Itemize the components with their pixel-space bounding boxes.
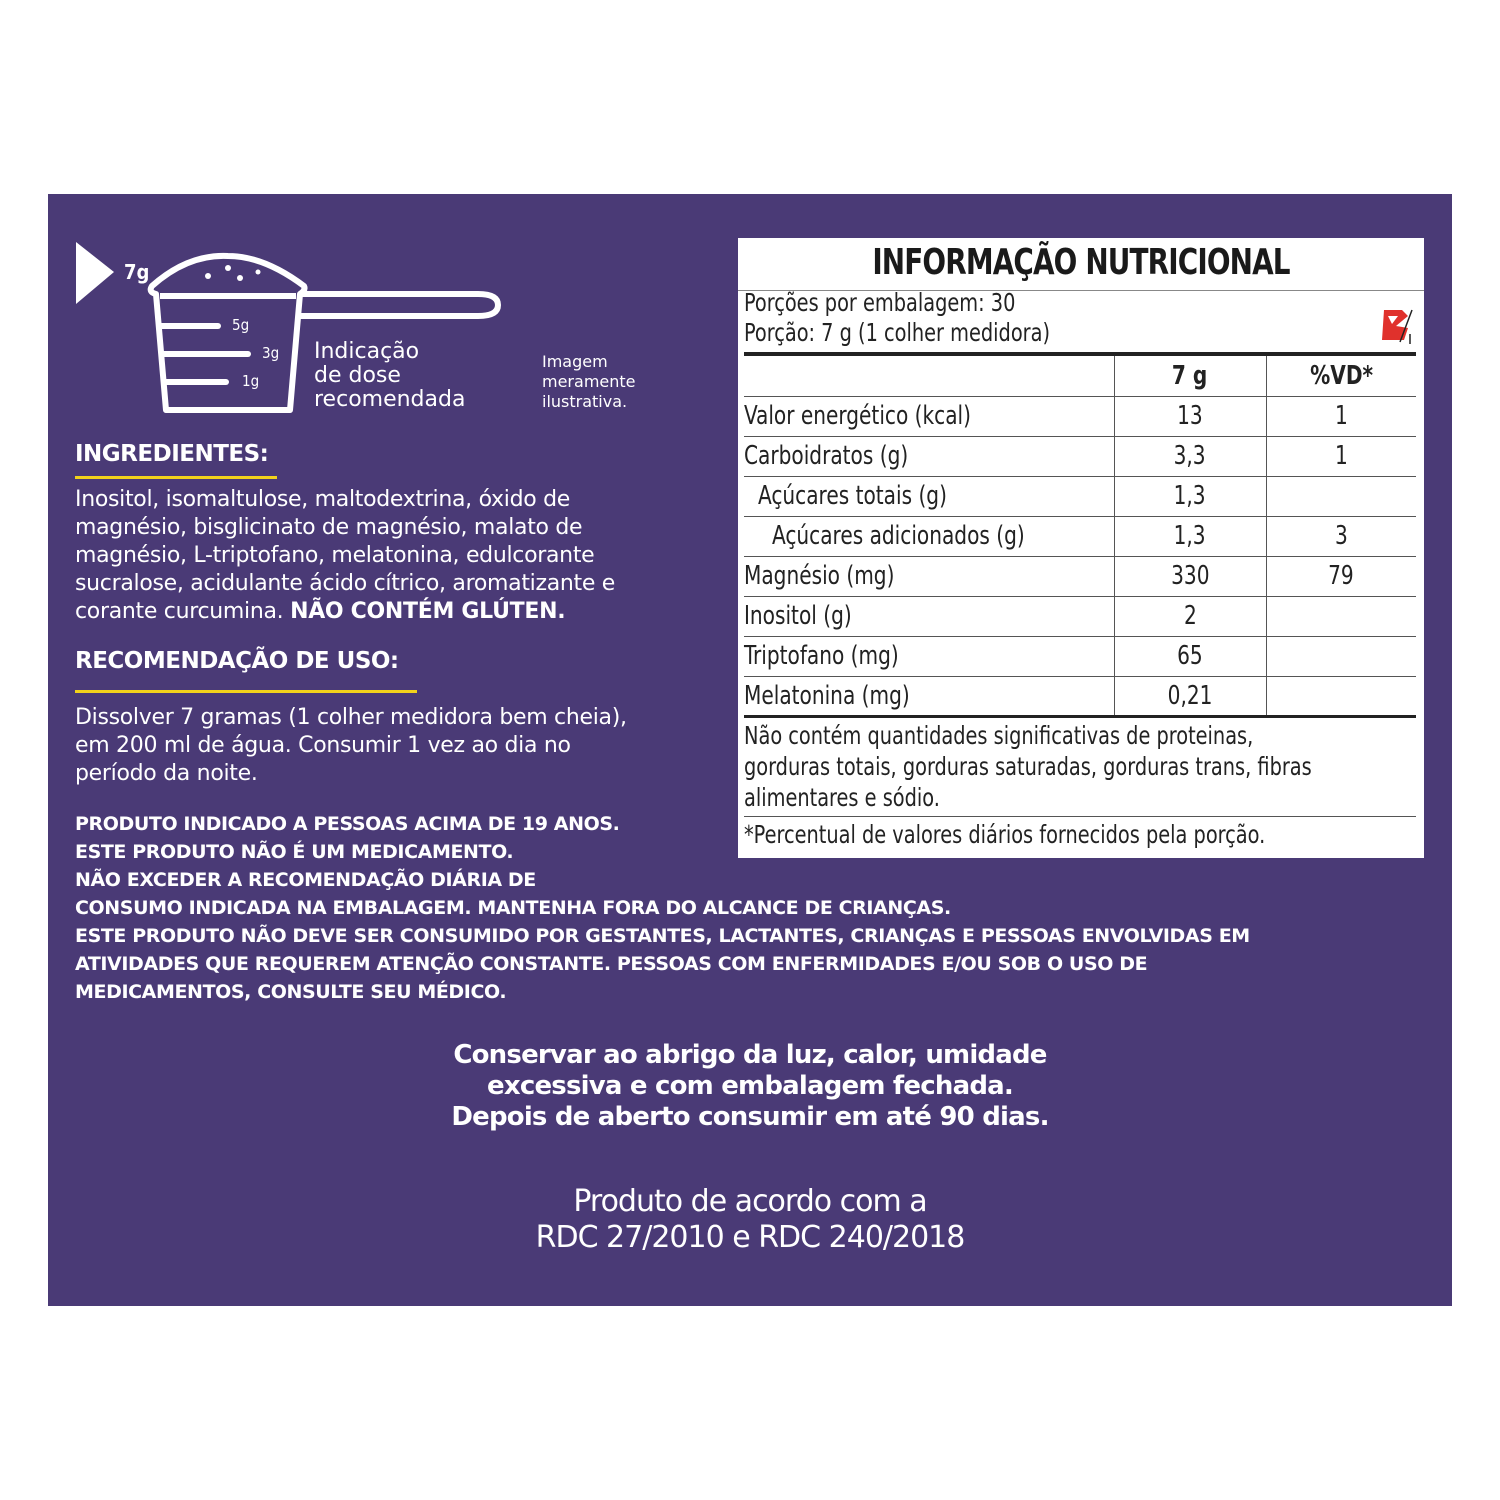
nutrition-row: Magnésio (mg) 330 79 (744, 556, 1416, 596)
scoop-mark-5g: 5g (232, 316, 250, 334)
scoop-mark-3g: 3g (262, 344, 280, 362)
nutrition-footnote-divider (744, 816, 1416, 817)
ingredients-underline (75, 476, 277, 479)
nutrition-row: Carboidratos (g) 3,3 1 (744, 436, 1416, 476)
illustrative-image-note: Imagem meramente ilustrativa. (542, 352, 636, 411)
column-header-amount: 7 g (1172, 360, 1208, 391)
nutrition-header-row (744, 356, 1416, 396)
nutrition-row: Valor energético (kcal) 13 1 (744, 396, 1416, 436)
nutrition-row: Melatonina (mg) 0,21 (744, 676, 1416, 716)
servings-per-package: Porções por embalagem: 30 (744, 288, 1016, 317)
usage-underline (75, 690, 417, 693)
nutrition-nonsignificant-note: Não contém quantidades significativas de proteinas, gorduras totais, gorduras saturadas, gorduras trans, fibras alimentares e sódio. (744, 721, 1312, 812)
serving-size: Porção: 7 g (1 colher medidora) (744, 318, 1051, 347)
scoop-total-label: 7g (124, 260, 150, 284)
gluten-free-statement: NÃO CONTÉM GLÚTEN. (290, 599, 566, 624)
nutrition-grid (744, 356, 1416, 718)
storage-instructions: Conservar ao abrigo da luz, calor, umidade excessiva e com embalagem fechada. Depois de aberto consumir em até 90 dias. (451, 1040, 1049, 1132)
ingredients-heading: INGREDIENTES: (75, 441, 269, 467)
nutrition-row: Triptofano (mg) 65 (744, 636, 1416, 676)
nutrition-row: Inositol (g) 2 (744, 596, 1416, 636)
inmetro-seal-icon (1378, 306, 1414, 346)
nutrition-facts-table (738, 238, 1424, 858)
nutrition-row: Açúcares totais (g) 1,3 (744, 476, 1416, 516)
warnings-block: PRODUTO INDICADO A PESSOAS ACIMA DE 19 ANOS. ESTE PRODUTO NÃO É UM MEDICAMENTO. NÃO EXCEDER A RECOMENDAÇÃO DIÁRIA DE CONSUMO INDICADA NA EMBALAGEM. MANTENHA FORA DO ALCANCE DE CRIANÇAS. ESTE PRODUTO NÃO DEVE SER CONSUMIDO POR GESTANTES, LACTANTES, CRIANÇAS E PESSOAS ENVOLVIDAS EM ATIVIDADES QUE REQUEREM ATENÇÃO CONSTANTE. PESSOAS COM ENFERMIDADES E/OU SOB O USO DE MEDICAMENTOS, CONSULTE SEU MÉDICO. (75, 813, 1250, 1003)
column-header-daily-value: %VD* (1309, 360, 1373, 391)
dose-indication-label: Indicação de dose recomendada (314, 339, 466, 412)
nutrition-title: INFORMAÇÃO NUTRICIONAL (872, 242, 1290, 283)
usage-heading: RECOMENDAÇÃO DE USO: (75, 648, 399, 674)
nutrition-row: Açúcares adicionados (g) 1,3 3 (744, 516, 1416, 556)
regulatory-statement: Produto de acordo com a RDC 27/2010 e RDC 240/2018 (535, 1184, 965, 1255)
product-label-panel (48, 194, 1452, 1306)
nutrition-footnote: *Percentual de valores diários fornecidos pela porção. (744, 820, 1266, 849)
scoop-mark-1g: 1g (242, 372, 260, 390)
ingredients-text: Inositol, isomaltulose, maltodextrina, óxido de magnésio, bisglicinato de magnésio, malato de magnésio, L-triptofano, melatonina, edulcorante sucralose, acidulante ácido cítrico, aromatizante e corante curcumina. NÃO CONTÉM GLÚTEN. (75, 487, 616, 624)
usage-text: Dissolver 7 gramas (1 colher medidora bem cheia), em 200 ml de água. Consumir 1 vez ao dia no período da noite. (75, 705, 627, 786)
